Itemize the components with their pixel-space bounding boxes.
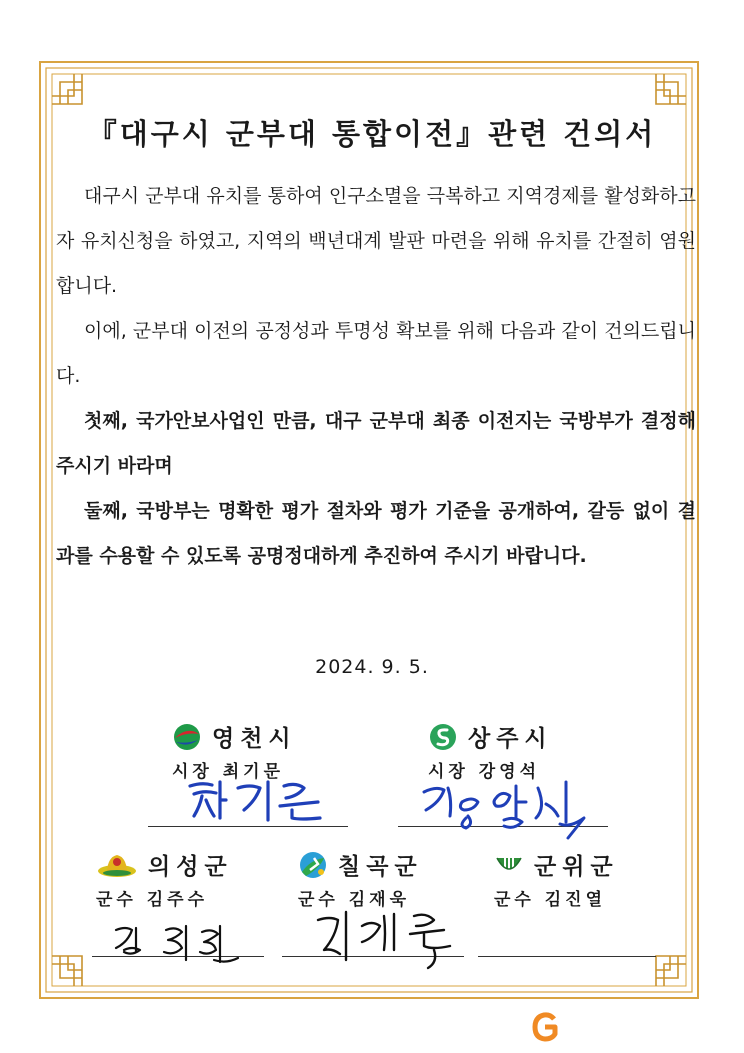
signature-yeongcheon [180, 776, 340, 826]
document-date: 2024. 9. 5. [315, 656, 429, 678]
paragraph-second [56, 489, 696, 579]
paragraph-request [56, 309, 696, 399]
signatory-uiseong [96, 848, 233, 910]
signature-sangju [418, 778, 598, 842]
official-title: 시장 최기문 [172, 762, 285, 782]
official-title: 시장 강영석 [428, 762, 541, 782]
signatory-yeongcheon [172, 720, 297, 782]
region-name: 의성군 [148, 854, 233, 880]
paragraph-second-text: 둘째, 국방부는 명확한 평가 절차와 평가 기준을 공개하여, 갈등 없이 결과를 수용할 수 있도록 공명정대하게 추진하여 주시기 바랍니다. [56, 500, 696, 567]
gunwi-emblem-icon [494, 850, 524, 880]
sangju-emblem-icon [428, 722, 458, 752]
yeongcheon-emblem-icon [172, 722, 202, 752]
uiseong-emblem-icon [96, 851, 138, 879]
signatory-chilgok [298, 848, 423, 910]
signature-line [148, 826, 348, 827]
paragraph-first-text: 첫째, 국가안보사업인 만큼, 대구 군부대 최종 이전지는 국방부가 결정해 주시기 바라며 [56, 410, 696, 477]
chilgok-emblem-icon [298, 850, 328, 880]
signatory-gunwi [494, 848, 619, 910]
paragraph-request-text: 이에, 군부대 이전의 공정성과 투명성 확보를 위해 다음과 같이 건의드립니다. [56, 320, 696, 387]
region-name: 영천시 [212, 726, 297, 752]
g-logo-icon [532, 1012, 558, 1042]
official-title: 군수 김진열 [494, 890, 607, 910]
region-name: 상주시 [468, 726, 553, 752]
paragraph-intro-text: 대구시 군부대 유치를 통하여 인구소멸을 극복하고 지역경제를 활성화하고자 유치신청을 하였고, 지역의 백년대계 발판 마련을 위해 유치를 간절히 염원합니다. [56, 185, 696, 297]
paragraph-first [56, 399, 696, 489]
region-name: 군위군 [534, 854, 619, 880]
official-title: 군수 김재욱 [298, 890, 411, 910]
signature-uiseong [110, 920, 260, 966]
signature-chilgok [310, 906, 480, 970]
signatory-sangju [428, 720, 553, 782]
region-name: 칠곡군 [338, 854, 423, 880]
document-title: 『대구시 군부대 통합이전』관련 건의서 [87, 117, 657, 151]
official-title: 군수 김주수 [96, 890, 209, 910]
signature-line [478, 956, 656, 957]
paragraph-intro [56, 174, 696, 309]
